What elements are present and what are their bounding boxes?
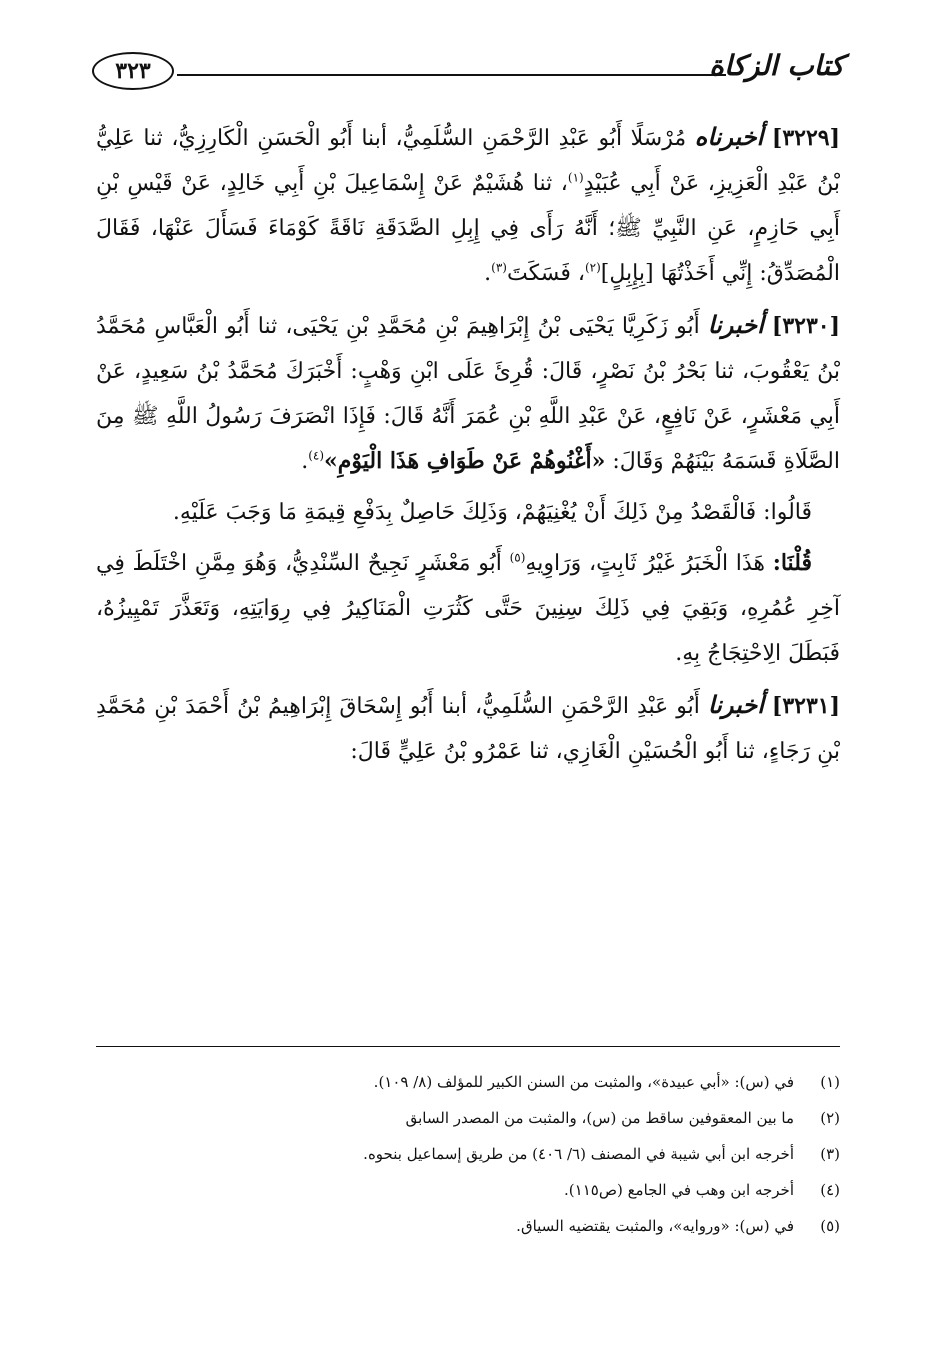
footnote-ref[interactable]: (٥) [509,550,526,565]
hadith-text: مُرْسَلًا أَبُو عَبْدِ الرَّحْمَنِ السُّلَمِيُّ، أبنا أَبُو الْحَسَنِ الْكَارِزِيُّ، ثنا عَلِيُّ بْنُ عَبْدِ الْعَزِيزِ، عَنْ أَبِي عُبَيْدٍ [96,126,840,196]
hadith-text: أَبُو عَبْدِ الرَّحْمَنِ السُّلَمِيُّ، أبنا أَبُو إِسْحَاقَ إِبْرَاهِيمُ بْنُ أَحْمَدَ بْنِ مُحَمَّدِ بْنِ رَجَاءٍ، ثنا أَبُو الْحُسَيْنِ الْغَازِي، ثنا عَمْرُو بْنُ عَلِيٍّ قَالَ: [96,694,840,764]
ikhbar-heading: أخبرنا [707,690,764,719]
response-text: هَذَا الْخَبَرُ غَيْرُ ثَابِتٍ، وَرَاوِيهِ [525,551,766,576]
commentary-text: قَالُوا: فَالْقَصْدُ مِنْ ذَلِكَ أَنْ يُغْنِيَهُمْ، وَذَلِكَ حَاصِلٌ بِدَفْعِ قِيمَةِ مَا وَجَبَ عَلَيْهِ. [172,500,812,525]
footnote-text: ما بين المعقوفين ساقط من (س)، والمثبت من المصدر السابق [405,1109,794,1127]
hadith-3229 [96,114,840,296]
footnote-1 [96,1064,840,1100]
footnote-number: (٢) [820,1109,840,1127]
response-text: أَبُو مَعْشَرٍ نَجِيحٌ السِّنْدِيُّ، وَهُوَ مِمَّنِ اخْتَلَطَ فِي آخِرِ عُمُرِهِ، وَبَقِيَ فِي ذَلِكَ سِنِينَ حَتَّى كَثُرَتِ الْمَنَاكِيرُ فِي رِوَايَتِهِ، وَتَعَذَّرَ تَمْيِيزُهُ، فَبَطَلَ الِاحْتِجَاجُ بِهِ. [96,551,840,666]
ikhbar-heading: أخبرنا [707,310,764,339]
footnote-number: (٥) [820,1217,840,1235]
hadith-number: [٣٢٢٩] [771,125,841,151]
main-text [96,114,840,780]
footnote-text: أخرجه ابن أبي شيبة في المصنف (٦/ ٤٠٦) من طريق إسماعيل بنحوه. [363,1145,794,1163]
hadith-3231 [96,682,840,774]
hadith-text: ، ثنا هُشَيْمٌ عَنْ إِسْمَاعِيلَ بْنِ أَبِي خَالِدٍ، عَنْ قَيْسِ بْنِ أَبِي حَازِمٍ، عَنِ النَّبِيِّ ﷺ؛ أَنَّهُ رَأَى فِي إِبِلِ الصَّدَقَةِ نَاقَةً كَوْمَاءَ فَسَأَلَ عَنْهَا، فَقَالَ الْمُصَدِّقُ: إِنِّي أَخَذْتُهَا [بِإِبِلٍ] [96,171,840,286]
footnotes-section [96,1064,840,1244]
hadith-text: . [301,449,309,474]
footnote-ref[interactable]: (٤) [308,448,325,463]
response-paragraph [96,541,840,676]
footnote-number: (٤) [820,1181,840,1199]
ikhbar-heading: أخبرناه [694,122,764,151]
book-title: كتاب الزكاة [709,49,844,82]
hadith-text: . [484,261,492,286]
page-number: ٣٢٣ [92,52,174,90]
footnote-ref[interactable]: (٢) [584,260,601,275]
footnote-5 [96,1208,840,1244]
hadith-3230 [96,302,840,484]
footnote-text: في (س): «وروايه»، والمثبت يقتضيه السياق. [516,1217,794,1235]
footnote-number: (٣) [820,1145,840,1163]
footnote-separator [96,1046,840,1047]
footnote-4 [96,1172,840,1208]
footnote-2 [96,1100,840,1136]
footnote-ref[interactable]: (١) [567,170,584,185]
footnote-text: أخرجه ابن وهب في الجامع (ص١١٥). [564,1181,794,1199]
footnote-ref[interactable]: (٣) [491,260,507,275]
footnote-number: (١) [820,1073,840,1091]
hadith-number: [٣٢٣١] [771,693,841,719]
qulna-heading: قُلْنَا: [772,550,812,576]
footnote-3 [96,1136,840,1172]
hadith-number: [٣٢٣٠] [771,313,840,339]
footnote-text: في (س): «أبي عبيدة»، والمثبت من السنن الكبير للمؤلف (٨/ ١٠٩). [373,1073,794,1091]
header-rule [177,74,726,76]
page-header [92,44,844,100]
prophetic-quote: «أَغْنُوهُمْ عَنْ طَوَافِ هَذَا الْيَوْمِ» [324,448,606,474]
hadith-text: ، فَسَكَتَ [506,261,585,286]
hadith-text: أَبُو زَكَرِيَّا يَحْيَى بْنُ إِبْرَاهِيمَ بْنِ مُحَمَّدِ بْنِ يَحْيَى، ثنا أَبُو الْعَبَّاسِ مُحَمَّدُ بْنُ يَعْقُوبَ، ثنا بَحْرُ بْنُ نَصْرٍ، قَالَ: قُرِئَ عَلَى ابْنِ وَهْبٍ: أَخْبَرَكَ مُحَمَّدُ بْنُ سَعِيدٍ، عَنْ أَبِي مَعْشَرٍ، عَنْ نَافِعٍ، عَنْ عَبْدِ اللَّهِ بْنِ عُمَرَ أَنَّهُ قَالَ: فَإِذَا انْصَرَفَ رَسُولُ اللَّهِ ﷺ مِنَ الصَّلَاةِ قَسَمَهُ بَيْنَهُمْ وَقَالَ: [96,314,840,474]
commentary-paragraph [96,490,840,535]
